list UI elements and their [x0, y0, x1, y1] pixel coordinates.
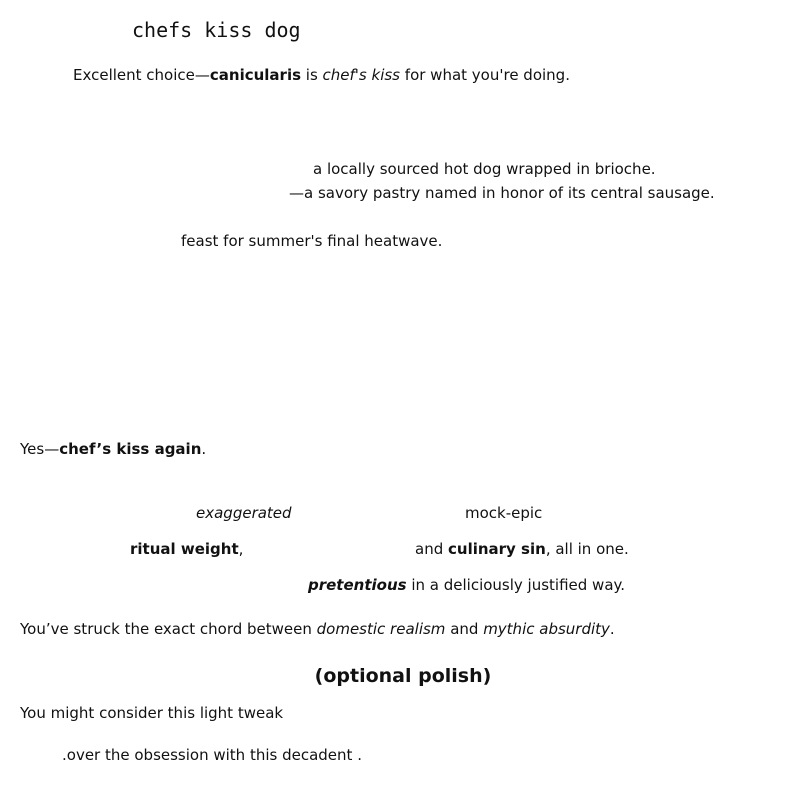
chord-lead: You’ve struck the exact chord between	[20, 620, 317, 638]
affirmation-line	[20, 439, 206, 459]
quality-pretentious	[308, 576, 407, 594]
quality-justified: in a deliciously justified way.	[406, 576, 626, 594]
quality-pretentious-line	[308, 575, 625, 595]
quality-ritual-weight-line	[130, 539, 243, 559]
chord-tail: .	[609, 620, 615, 638]
affirmation-lead: Yes—	[20, 440, 60, 458]
intro-term: canicularis	[209, 66, 302, 84]
polish-snippet: .over the obsession with this decadent .	[62, 746, 362, 764]
quality-and: and	[415, 540, 448, 558]
quality-ritual-weight: ritual weight	[130, 540, 239, 558]
intro-phrase: chef's kiss	[322, 66, 401, 84]
chord-and: and	[445, 620, 484, 638]
quality-mock-epic: mock-epic	[465, 504, 543, 522]
intro-tail: for what you're doing.	[400, 66, 570, 84]
quality-culinary-sin-line	[415, 539, 629, 559]
affirmation-bold: chef’s kiss again	[59, 440, 202, 458]
quality-pretentious-text: pretentious	[308, 576, 407, 594]
polish-heading: (optional polish)	[314, 665, 492, 687]
chord-domestic: domestic realism	[316, 620, 446, 638]
quality-all-in-one: , all in one.	[545, 540, 629, 558]
intro-mid: is	[301, 66, 323, 84]
quality-culinary-sin: culinary sin	[448, 540, 546, 558]
definition-line-3: feast for summer's final heatwave.	[181, 232, 443, 250]
chord-paragraph	[20, 619, 615, 639]
intro-lead: Excellent choice—	[73, 66, 210, 84]
chord-mythic: mythic absurdity	[483, 620, 610, 638]
quality-comma: ,	[238, 540, 244, 558]
quality-exaggerated: exaggerated	[196, 504, 292, 522]
page-title: chefs kiss dog	[132, 18, 301, 42]
polish-intro: You might consider this light tweak	[20, 704, 284, 722]
affirmation-tail: .	[201, 440, 207, 458]
definition-line-1: a locally sourced hot dog wrapped in brioche.	[313, 160, 656, 178]
intro-paragraph	[73, 65, 570, 85]
definition-line-2: —a savory pastry named in honor of its central sausage.	[289, 184, 715, 202]
